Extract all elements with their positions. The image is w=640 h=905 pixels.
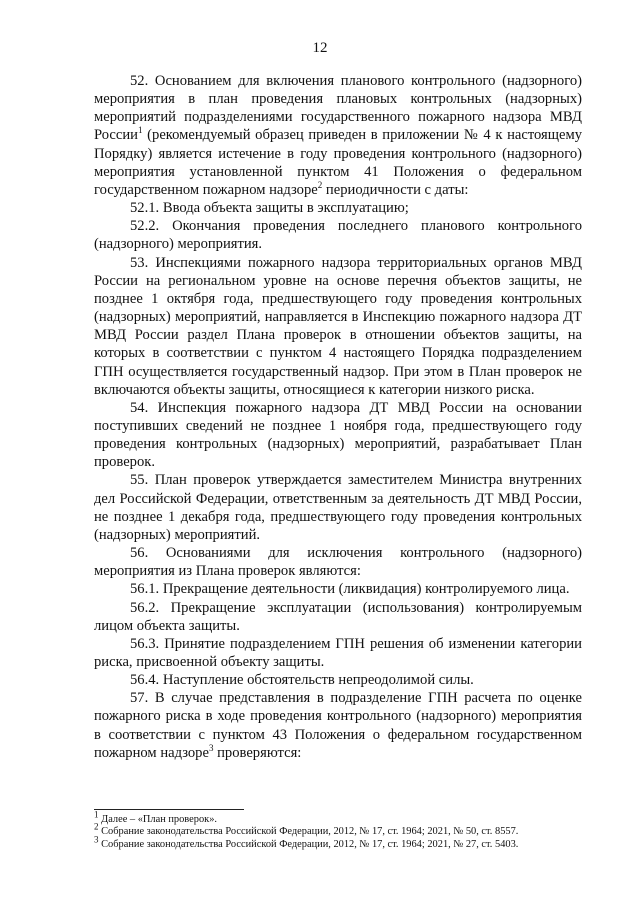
paragraph-56-1: 56.1. Прекращение деятельности (ликвидация) контролируемого лица. bbox=[130, 581, 570, 598]
footnote-1 bbox=[94, 809, 594, 826]
footnote-2 bbox=[94, 821, 594, 838]
paragraph-52 bbox=[94, 72, 582, 199]
paragraph-56-2: 56.2. Прекращение эксплуатации (использования) контролируемым лицом объекта защиты. bbox=[94, 599, 582, 634]
paragraph-56-3: 56.3. Принятие подразделением ГПН решения об изменении категории риска, присвоенной объекту защиты. bbox=[94, 635, 582, 670]
footnote-2-text: Собрание законодательства Российской Федерации, 2012, № 17, ст. 1964; 2021, № 50, ст. 8557. bbox=[101, 826, 519, 838]
footnote-3-text: Собрание законодательства Российской Федерации, 2012, № 17, ст. 1964; 2021, № 27, ст. 5403. bbox=[101, 838, 519, 850]
footnote-mark-3: 3 bbox=[94, 834, 99, 845]
footnote-ref-2: 2 bbox=[317, 180, 323, 191]
paragraph-57-text-b: проверяются: bbox=[217, 744, 302, 761]
footnote-1-text: Далее – «План проверок». bbox=[101, 814, 217, 825]
footnote-ref-1: 1 bbox=[138, 125, 143, 136]
footnote-divider bbox=[94, 809, 244, 810]
paragraph-53: 53. Инспекциями пожарного надзора территориальных органов МВД России на региональном уровне на основе перечня объектов защиты, не позднее 1 октября года, предшествующего году проведения контрольных (надзорных) мероприятий, направляется в Инспекцию пожарного надзора ДТ МВД России раздел Плана проверок в отношении объектов защиты, на которых в соответствии с пунктом 4 настоящего Порядка подразделением ГПН осуществляется государственный надзор. При этом в План проверок не включаются объекты защиты, относящиеся к категории низкого риска. bbox=[94, 254, 582, 398]
paragraph-52-text-b: (рекомендуемый образец приведен в приложении № 4 к настоящему Порядку) является истечение в году проведения контрольного (надзорного) мероприятия установленной пунктом 41 Положения о федеральном государственном пожарном надзоре bbox=[94, 127, 582, 198]
paragraph-57-text-a: 57. В случае представления в подразделение ГПН расчета по оценке пожарного риска в ходе проведения контрольного (надзорного) мероприятия в соответствии с пунктом 43 Положения о федеральном государственном пожарном надзоре bbox=[94, 690, 582, 761]
paragraph-56-4: 56.4. Наступление обстоятельств непреодолимой силы. bbox=[130, 672, 474, 689]
footnote-3 bbox=[94, 834, 594, 851]
paragraph-57 bbox=[94, 689, 582, 762]
document-body bbox=[94, 72, 582, 762]
footnote-mark-2: 2 bbox=[94, 821, 99, 832]
paragraph-56: 56. Основаниями для исключения контрольного (надзорного) мероприятия из Плана проверок являются: bbox=[94, 545, 582, 580]
footnote-mark-1: 1 bbox=[94, 809, 99, 820]
paragraph-54: 54. Инспекция пожарного надзора ДТ МВД России на основании поступивших сведений не позднее 1 ноября года, предшествующего году проведения контрольных (надзорных) мероприятий, разрабатывает План проверок. bbox=[94, 399, 582, 471]
footnotes bbox=[94, 809, 594, 851]
paragraph-52-2: 52.2. Окончания проведения последнего планового контрольного (надзорного) мероприятия. bbox=[94, 218, 582, 253]
paragraph-52-1: 52.1. Ввода объекта защиты в эксплуатацию; bbox=[130, 200, 409, 217]
paragraph-55: 55. План проверок утверждается заместителем Министра внутренних дел Российской Федерации, ответственным за деятельность ДТ МВД России, не позднее 1 декабря года, предшествующего году проведения контрольных (надзорных) мероприятий. bbox=[94, 472, 582, 543]
page-number: 12 bbox=[312, 40, 328, 56]
footnote-ref-3: 3 bbox=[208, 742, 214, 753]
paragraph-52-text-c: периодичности с даты: bbox=[325, 181, 469, 198]
paragraph-52-text-a: 52. Основанием для включения планового контрольного (надзорного) мероприятия в план проведения плановых контрольных (надзорных) мероприятий подразделениями государственного пожарного надзора МВД России bbox=[94, 73, 582, 144]
